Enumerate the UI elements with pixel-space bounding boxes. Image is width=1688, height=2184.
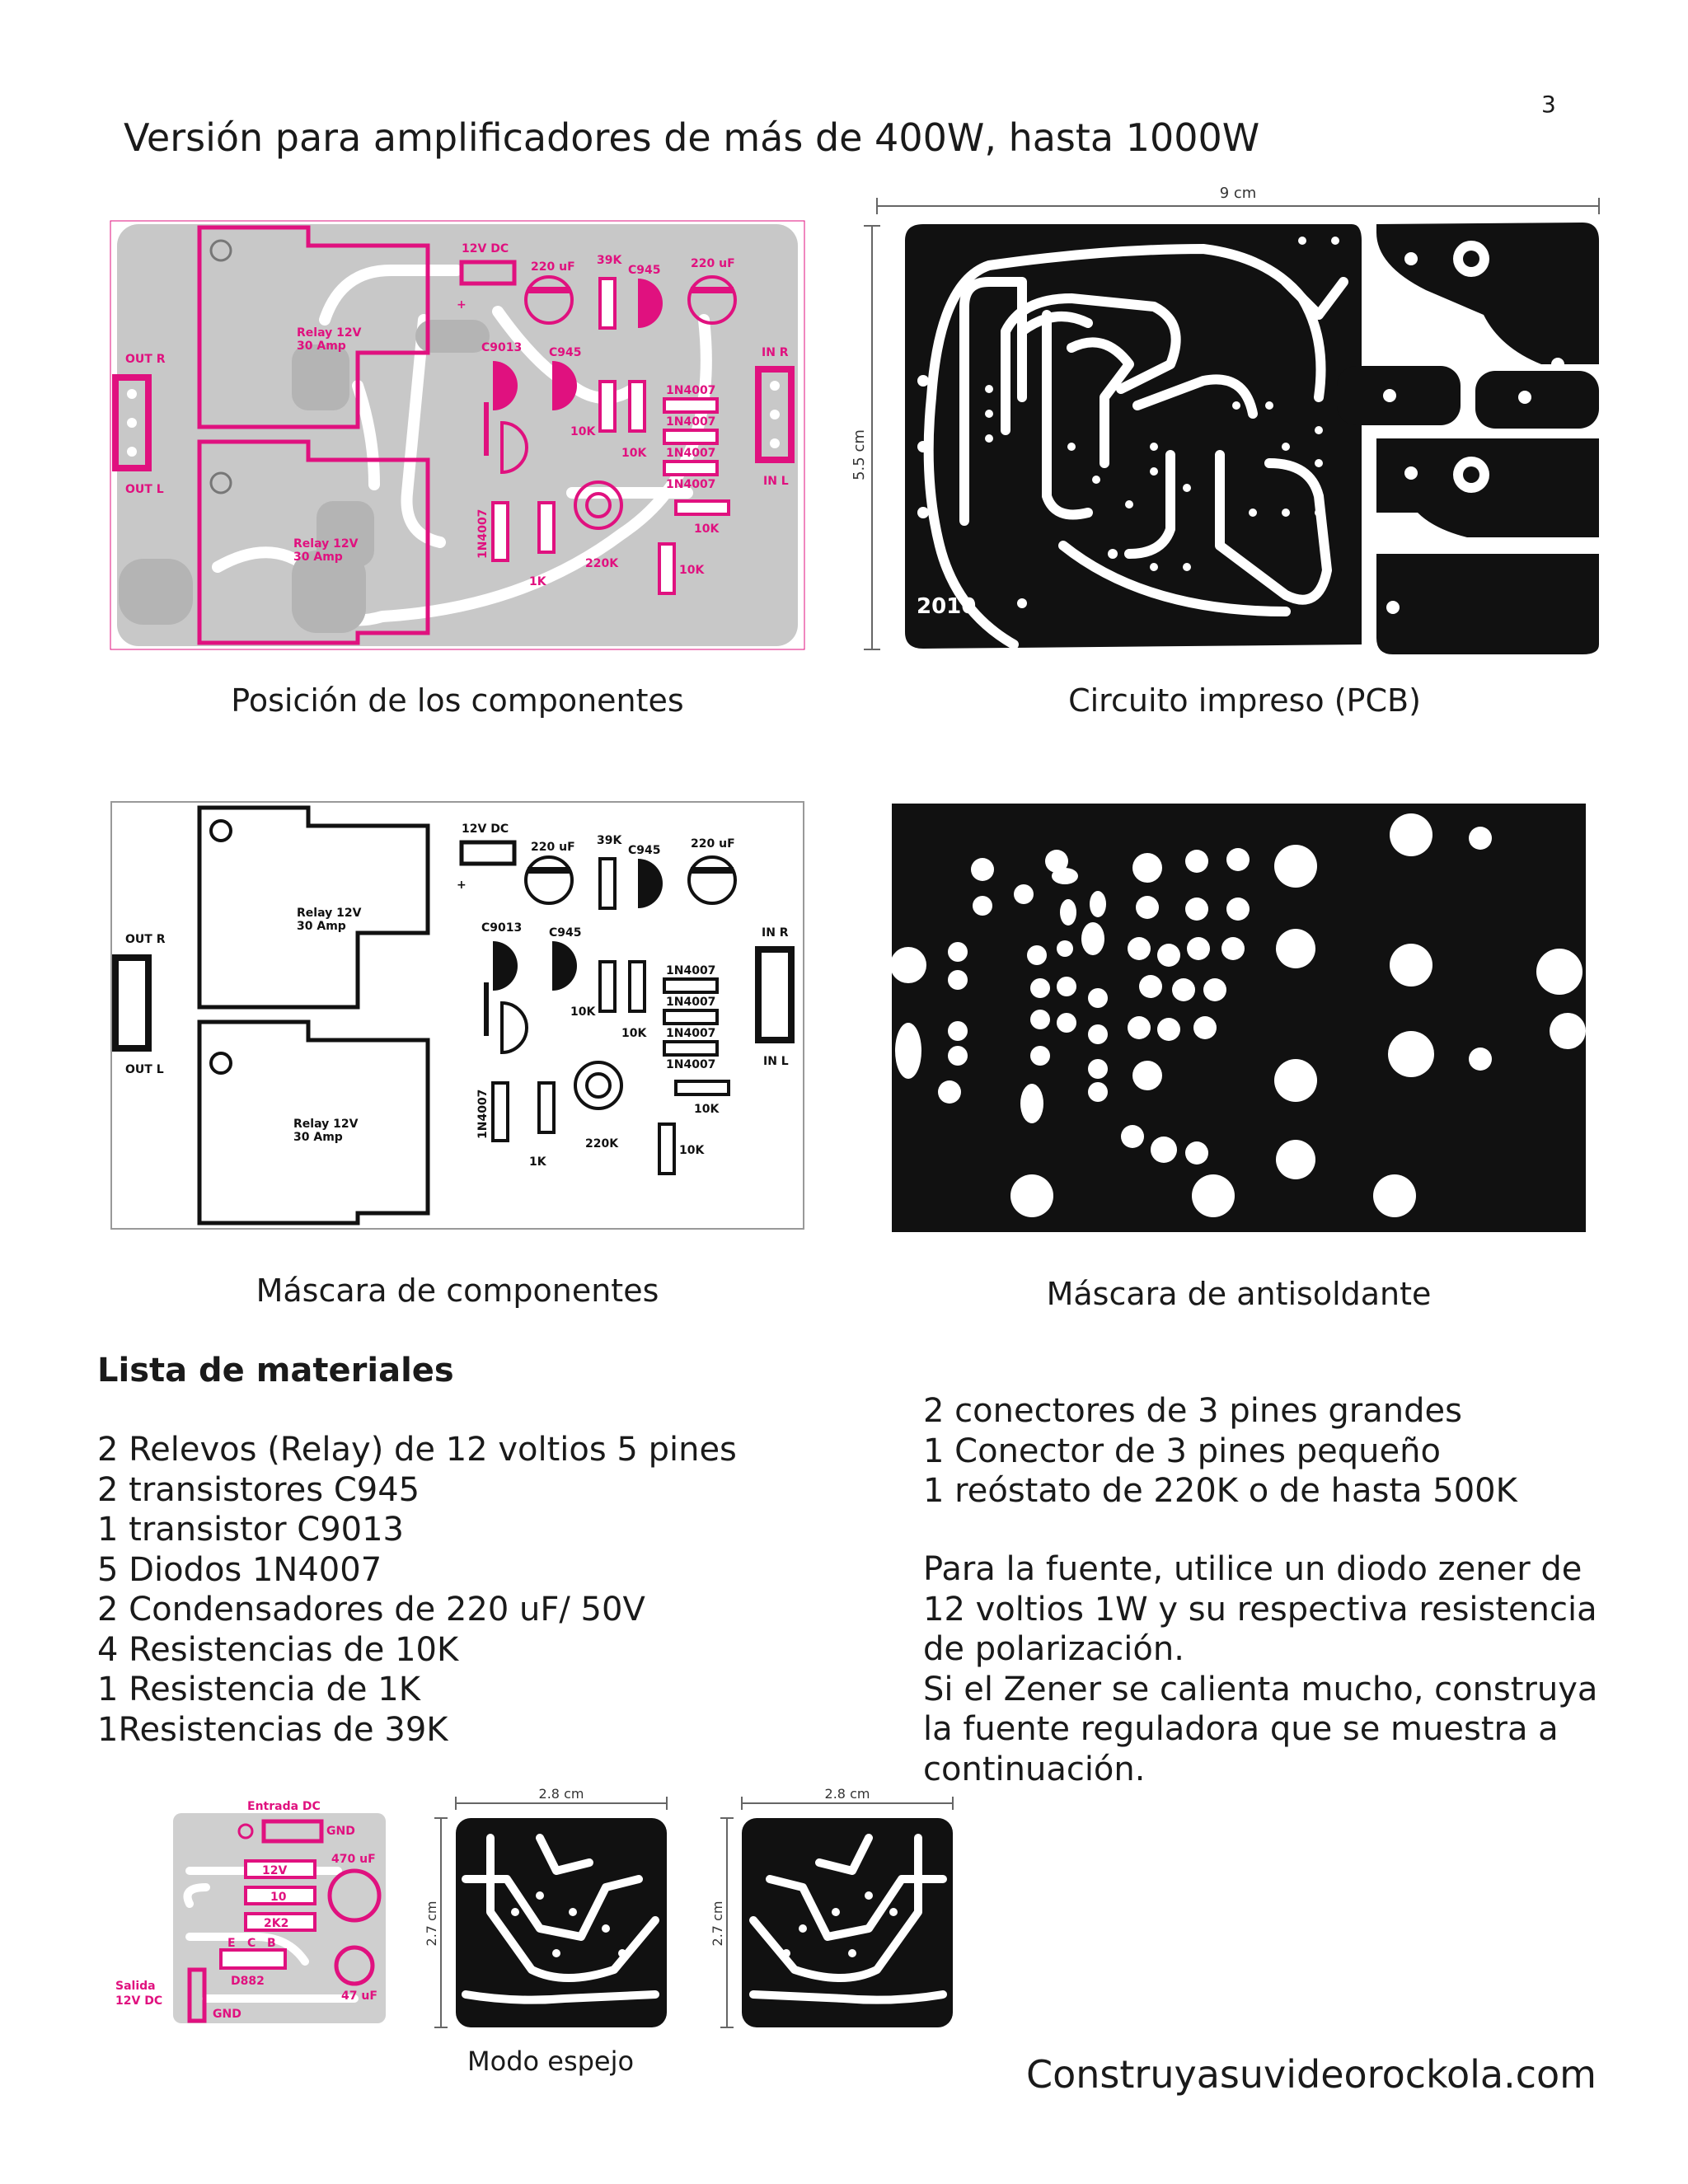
reg-pin-e: E <box>227 1937 236 1950</box>
reg-input-label: Entrada DC <box>247 1800 321 1813</box>
label-10k-d: 10K <box>679 564 705 577</box>
label-in-r: IN R <box>762 346 789 359</box>
bom-item: 2 transistores C945 <box>97 1470 420 1509</box>
note-line: Si el Zener se calienta mucho, construya <box>923 1670 1598 1708</box>
mask-label-10k-a: 10K <box>570 1005 596 1019</box>
pcb-layout-diagram <box>851 183 1615 661</box>
note-line: Para la fuente, utilice un diodo zener de <box>923 1550 1582 1588</box>
reg-gnd-top: GND <box>326 1825 355 1838</box>
reg-r2k2: 2K2 <box>264 1917 289 1930</box>
small-dim-height: 2.7 cm <box>424 1900 439 1947</box>
component-placement-diagram <box>110 221 804 649</box>
bom-list-right <box>923 1391 1517 1511</box>
caption-pcb: Circuito impreso (PCB) <box>1068 682 1421 719</box>
label-relay-top: Relay 12V <box>297 326 362 340</box>
label-220k: 220K <box>585 557 619 570</box>
component-mask-diagram <box>110 801 804 1230</box>
mask-label-in-l: IN L <box>763 1055 789 1068</box>
reg-gnd-bottom: GND <box>213 2008 241 2021</box>
bom-item: 1 transistor C9013 <box>97 1511 404 1549</box>
mask-label-1n4007-b: 1N4007 <box>666 996 716 1009</box>
reg-pin-b: B <box>267 1937 276 1950</box>
note-line: de polarización. <box>923 1630 1184 1668</box>
mask-label-c945-b: C945 <box>549 926 582 940</box>
power-supply-note <box>923 1549 1665 1789</box>
bom-item: 1 Conector de 3 pines pequeño <box>923 1432 1441 1470</box>
dim-5-5cm: 5.5 cm <box>851 429 868 480</box>
bom-item: 4 Resistencias de 10K <box>97 1630 459 1669</box>
mask-label-cap-a: 220 uF <box>531 841 575 854</box>
caption-placement: Posición de los componentes <box>231 682 684 719</box>
mask-label-1n4007-c: 1N4007 <box>666 1027 716 1040</box>
label-in-l: IN L <box>763 475 789 488</box>
mask-label-39k: 39K <box>597 834 622 847</box>
dim-9cm: 9 cm <box>1219 185 1257 202</box>
mask-label-1k: 1K <box>529 1155 546 1169</box>
page-title: Versión para amplificadores de más de 400W, hasta 1000W <box>124 115 1260 160</box>
label-1n4007-e: 1N4007 <box>476 509 490 559</box>
website-footer: Construyasuvideorockola.com <box>1026 2052 1597 2097</box>
label-plus: + <box>457 298 467 312</box>
mirror-dim-height: 2.7 cm <box>710 1900 725 1947</box>
mask-label-relay-top-amp: 30 Amp <box>297 920 346 933</box>
reg-cap-470: 470 uF <box>331 1853 376 1866</box>
note-line: la fuente reguladora que se muestra a <box>923 1710 1559 1748</box>
mask-label-out-l: OUT L <box>125 1063 164 1076</box>
label-c945-a: C945 <box>628 264 661 277</box>
mask-label-relay-top: Relay 12V <box>297 907 362 920</box>
label-c9013: C9013 <box>481 341 523 354</box>
solder-mask-diagram <box>892 804 1586 1232</box>
mask-label-220k: 220K <box>585 1137 619 1151</box>
small-dim-width: 2.8 cm <box>538 1786 584 1802</box>
note-line: 12 voltios 1W y su respectiva resistencia <box>923 1590 1597 1629</box>
label-1n4007-a: 1N4007 <box>666 384 716 397</box>
mask-label-cap-b: 220 uF <box>691 837 735 851</box>
label-relay-bottom-amp: 30 Amp <box>293 551 343 564</box>
pcb-year: 2010 <box>917 594 977 619</box>
label-39k: 39K <box>597 254 622 267</box>
mask-label-relay-bottom: Relay 12V <box>293 1118 359 1131</box>
mask-label-c9013: C9013 <box>481 921 523 935</box>
bom-item: 1 reóstato de 220K o de hasta 500K <box>923 1472 1517 1510</box>
regulator-pcb-mirror <box>709 1788 964 2036</box>
label-cap-a: 220 uF <box>531 260 575 274</box>
label-out-l: OUT L <box>125 483 164 496</box>
label-10k-a: 10K <box>570 425 596 438</box>
bom-item: 1Resistencias de 39K <box>97 1710 448 1749</box>
label-1n4007-d: 1N4007 <box>666 478 716 491</box>
note-line: continuación. <box>923 1750 1146 1788</box>
label-relay-top-amp: 30 Amp <box>297 340 346 353</box>
reg-output-label-1: Salida <box>115 1980 156 1993</box>
label-out-r: OUT R <box>125 353 166 366</box>
mask-label-10k-d: 10K <box>679 1144 705 1157</box>
mask-label-1n4007-a: 1N4007 <box>666 964 716 977</box>
reg-cap-47: 47 uF <box>341 1990 377 2003</box>
mask-label-in-r: IN R <box>762 926 789 940</box>
mask-label-c945-a: C945 <box>628 844 661 857</box>
mirror-caption: Modo espejo <box>467 2046 635 2077</box>
mask-label-1n4007-d: 1N4007 <box>666 1058 716 1071</box>
bom-item: 1 Resistencia de 1K <box>97 1671 420 1708</box>
label-relay-bottom: Relay 12V <box>293 537 359 551</box>
mask-label-relay-bottom-amp: 30 Amp <box>293 1131 343 1144</box>
label-1n4007-c: 1N4007 <box>666 447 716 460</box>
label-10k-c: 10K <box>694 523 720 536</box>
bom-list <box>97 1430 737 1750</box>
mask-label-1n4007-e: 1N4007 <box>476 1089 490 1139</box>
label-1n4007-b: 1N4007 <box>666 415 716 429</box>
mirror-dim-width: 2.8 cm <box>824 1786 870 1802</box>
mask-label-10k-c: 10K <box>694 1103 720 1116</box>
reg-zener: 12V <box>262 1864 288 1877</box>
bom-item: 2 conectores de 3 pines grandes <box>923 1392 1462 1430</box>
label-10k-b: 10K <box>621 447 647 460</box>
bom-item: 2 Relevos (Relay) de 12 voltios 5 pines <box>97 1431 737 1469</box>
regulator-placement-diagram <box>107 1797 404 2027</box>
regulator-pcb <box>416 1788 672 2036</box>
label-12v-dc: 12V DC <box>462 242 509 255</box>
label-c945-b: C945 <box>549 346 582 359</box>
reg-r10: 10 <box>270 1891 287 1904</box>
mask-label-out-r: OUT R <box>125 933 166 946</box>
mask-label-plus: + <box>457 879 467 892</box>
bom-item: 2 Condensadores de 220 uF/ 50V <box>97 1591 645 1629</box>
caption-component-mask: Máscara de componentes <box>256 1272 659 1309</box>
page-number: 3 <box>1541 91 1556 118</box>
label-cap-b: 220 uF <box>691 257 735 270</box>
mask-label-12v-dc: 12V DC <box>462 823 509 836</box>
label-1k: 1K <box>529 575 546 588</box>
caption-solder-mask: Máscara de antisoldante <box>1046 1276 1432 1312</box>
mask-label-10k-b: 10K <box>621 1027 647 1040</box>
bom-item: 5 Diodos 1N4007 <box>97 1550 382 1589</box>
reg-transistor: D882 <box>231 1975 265 1988</box>
reg-pin-c: C <box>247 1937 256 1950</box>
reg-output-label-2: 12V DC <box>115 1994 163 2008</box>
bom-heading: Lista de materiales <box>97 1352 454 1390</box>
